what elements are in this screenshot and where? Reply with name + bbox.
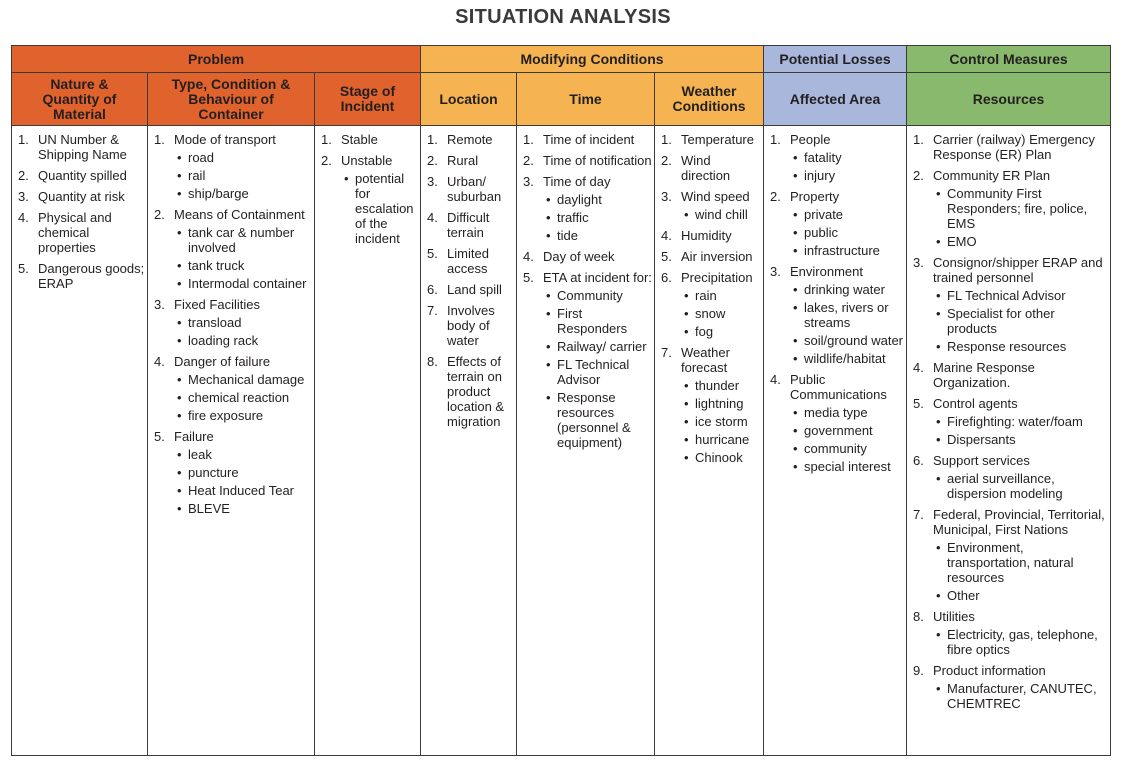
sub-list-item: • rain [681,288,761,303]
list-item [913,132,1108,162]
item-number: 2. [913,168,924,183]
sub-list-item: • fog [681,324,761,339]
item-text: People [790,132,831,147]
item-number: 5. [523,270,534,285]
item-number: 4. [770,372,781,387]
sub-list [681,378,761,465]
list-item [427,354,514,429]
item-text: ETA at incident for: [543,270,652,285]
sub-list [174,447,312,516]
list-item [321,132,418,147]
item-number: 1. [18,132,29,147]
sub-list [933,186,1108,249]
sub-list-item: • Chinook [681,450,761,465]
list-item [427,210,514,240]
item-text: Air inversion [681,249,753,264]
item-text: Day of week [543,249,615,264]
sub-list-item: • Electricity, gas, telephone, fibre optics [933,627,1108,657]
item-text: Physical and chemical properties [38,210,112,255]
page-title: SITUATION ANALYSIS [455,6,671,28]
sub-list-item: • potential for escalation of the incident [341,171,418,246]
sub-list-item: • Other [933,588,1108,603]
item-text: Dangerous goods; ERAP [38,261,145,291]
list-item [18,261,145,291]
list-item [913,396,1108,447]
situation-analysis-table [11,45,1111,756]
group-header-control-measures: Control Measures [907,46,1111,73]
item-text: Means of Containment [174,207,305,222]
list-item [523,132,652,147]
list-item [913,609,1108,657]
sub-list-item: • leak [174,447,312,462]
item-text: Temperature [681,132,754,147]
sub-list-item: • loading rack [174,333,312,348]
list-item [913,453,1108,501]
item-number: 4. [154,354,165,369]
sub-list-item: • public [790,225,904,240]
sub-list [681,288,761,339]
sub-list-item: • government [790,423,904,438]
sub-list-item: • road [174,150,312,165]
list-item [661,132,761,147]
item-number: 5. [154,429,165,444]
item-text: Consignor/shipper ERAP and trained personnel [933,255,1103,285]
list-item [913,360,1108,390]
item-text: Unstable [341,153,393,168]
sub-list-item: • Community First Responders; fire, police, EMS [933,186,1108,231]
item-text: Carrier (railway) Emergency Response (ER) Plan [933,132,1095,162]
item-number: 4. [427,210,438,225]
item-number: 4. [523,249,534,264]
sub-list [933,681,1108,711]
item-number: 6. [913,453,924,468]
sub-list-item: • Dispersants [933,432,1108,447]
sub-list-item: • soil/ground water [790,333,904,348]
item-number: 3. [523,174,534,189]
sub-list-item: • snow [681,306,761,321]
sub-list-item: • lightning [681,396,761,411]
item-number: 7. [913,507,924,522]
sub-list [933,288,1108,354]
list-item [427,303,514,348]
column-type [148,126,315,756]
sub-list-item: • Mechanical damage [174,372,312,387]
item-text: Precipitation [681,270,753,285]
item-number: 9. [913,663,924,678]
sub-list-item: • tide [543,228,652,243]
sub-list-item: • tank truck [174,258,312,273]
sub-list-item: • chemical reaction [174,390,312,405]
sub-list-item: • FL Technical Advisor [933,288,1108,303]
item-number: 2. [18,168,29,183]
column-resources [907,126,1111,756]
sub-list [790,405,904,474]
column-weather [655,126,764,756]
item-number: 1. [321,132,332,147]
list-item [154,297,312,348]
sub-list [543,192,652,243]
sub-list [933,627,1108,657]
item-number: 4. [661,228,672,243]
column-header-location: Location [421,73,517,126]
item-number: 5. [913,396,924,411]
list-item [661,345,761,465]
item-text: Property [790,189,840,204]
item-number: 1. [523,132,534,147]
list-item [523,249,652,264]
sub-list [174,225,312,291]
column-stage [315,126,421,756]
item-text: Time of incident [543,132,635,147]
column-header-weather: Weather Conditions [655,73,764,126]
item-text: Effects of terrain on product location & migration [447,354,505,429]
item-number: 5. [427,246,438,261]
item-text: Environment [790,264,863,279]
sub-list-item: • transload [174,315,312,330]
sub-list-item: • hurricane [681,432,761,447]
item-number: 1. [913,132,924,147]
item-text: Fixed Facilities [174,297,260,312]
item-text: Stable [341,132,378,147]
sub-list-item: • ice storm [681,414,761,429]
column-header-stage: Stage of Incident [315,73,421,126]
item-number: 3. [154,297,165,312]
item-text: Community ER Plan [933,168,1051,183]
item-number: 7. [661,345,672,360]
sub-list [341,171,418,246]
sub-list [174,150,312,201]
item-number: 2. [661,153,672,168]
item-number: 6. [427,282,438,297]
sub-list-item: • wildlife/habitat [790,351,904,366]
item-number: 1. [427,132,438,147]
item-number: 8. [427,354,438,369]
item-text: Public Communications [790,372,887,402]
sub-list [174,315,312,348]
sub-list [790,207,904,258]
group-header-problem: Problem [12,46,421,73]
item-number: 7. [427,303,438,318]
item-number: 5. [18,261,29,276]
sub-list-item: • tank car & number involved [174,225,312,255]
sub-list [681,207,761,222]
sub-list-item: • Specialist for other products [933,306,1108,336]
item-number: 2. [321,153,332,168]
item-number: 4. [18,210,29,225]
list-item [523,153,652,168]
sub-list-item: • traffic [543,210,652,225]
column-header-time: Time [517,73,655,126]
item-text: Failure [174,429,214,444]
sub-list-item: • infrastructure [790,243,904,258]
list-item [770,372,904,474]
item-text: Wind speed [681,189,750,204]
list-item [154,354,312,423]
column-header-nature: Nature & Quantity of Material [12,73,148,126]
column-location [421,126,517,756]
list-item [427,174,514,204]
column-header-affected-area: Affected Area [764,73,907,126]
item-text: Remote [447,132,493,147]
item-text: Product information [933,663,1046,678]
sub-list [933,414,1108,447]
item-number: 3. [913,255,924,270]
sub-list [933,540,1108,603]
sub-list-item: • puncture [174,465,312,480]
item-text: Difficult terrain [447,210,490,240]
sub-list-item: • special interest [790,459,904,474]
sub-list-item: • drinking water [790,282,904,297]
item-number: 6. [661,270,672,285]
item-text: Quantity at risk [38,189,125,204]
sub-list-item: • Response resources (personnel & equipment) [543,390,652,450]
sub-list-item: • aerial surveillance, dispersion modeling [933,471,1108,501]
item-number: 2. [523,153,534,168]
sub-list-item: • Firefighting: water/foam [933,414,1108,429]
item-number: 1. [770,132,781,147]
item-text: Federal, Provincial, Territorial, Municipal, First Nations [933,507,1105,537]
sub-list-item: • First Responders [543,306,652,336]
list-item [18,132,145,162]
list-item [770,264,904,366]
item-number: 1. [661,132,672,147]
item-text: Weather forecast [681,345,730,375]
list-item [154,429,312,516]
item-text: Utilities [933,609,975,624]
item-number: 3. [661,189,672,204]
list-item [427,153,514,168]
column-header-type: Type, Condition & Behaviour of Container [148,73,315,126]
item-text: Danger of failure [174,354,271,369]
item-text: Time of day [543,174,611,189]
list-item [18,189,145,204]
sub-list-item: • Railway/ carrier [543,339,652,354]
sub-list-item: • thunder [681,378,761,393]
group-header-modifying-conditions: Modifying Conditions [421,46,764,73]
item-number: 2. [154,207,165,222]
list-item [427,246,514,276]
item-text: Time of notification [543,153,652,168]
item-text: Control agents [933,396,1018,411]
sub-list-item: • Intermodal container [174,276,312,291]
sub-list-item: • rail [174,168,312,183]
item-number: 3. [770,264,781,279]
sub-list [174,372,312,423]
item-text: Humidity [681,228,732,243]
list-item [661,189,761,222]
list-item [154,132,312,201]
list-item [18,210,145,255]
list-item [770,189,904,258]
item-number: 1. [154,132,165,147]
list-item [523,174,652,243]
item-number: 5. [661,249,672,264]
column-header-resources: Resources [907,73,1111,126]
list-item [661,249,761,264]
item-number: 3. [427,174,438,189]
item-text: Marine Response Organization. [933,360,1035,390]
group-header-potential-losses: Potential Losses [764,46,907,73]
sub-list [790,282,904,366]
item-text: UN Number & Shipping Name [38,132,127,162]
list-item [427,282,514,297]
item-number: 3. [18,189,29,204]
list-item [661,270,761,339]
list-item [661,153,761,183]
sub-list-item: • private [790,207,904,222]
list-item [770,132,904,183]
column-nature [12,126,148,756]
list-item [913,507,1108,603]
sub-list-item: • wind chill [681,207,761,222]
sub-list-item: • Environment, transportation, natural resources [933,540,1108,585]
list-item [18,168,145,183]
item-number: 2. [770,189,781,204]
sub-list-item: • daylight [543,192,652,207]
sub-list-item: • BLEVE [174,501,312,516]
sub-list-item: • EMO [933,234,1108,249]
sub-list-item: • community [790,441,904,456]
sub-list-item: • fire exposure [174,408,312,423]
sub-list-item: • ship/barge [174,186,312,201]
item-number: 4. [913,360,924,375]
list-item [154,207,312,291]
list-item [523,270,652,450]
list-item [427,132,514,147]
column-affected-area [764,126,907,756]
item-text: Mode of transport [174,132,276,147]
item-text: Rural [447,153,479,168]
list-item [321,153,418,246]
sub-list-item: • injury [790,168,904,183]
sub-list-item: • Heat Induced Tear [174,483,312,498]
sub-list-item: • Manufacturer, CANUTEC, CHEMTREC [933,681,1108,711]
item-number: 8. [913,609,924,624]
sub-list-item: • FL Technical Advisor [543,357,652,387]
item-text: Urban/ suburban [447,174,502,204]
item-text: Quantity spilled [38,168,127,183]
item-text: Support services [933,453,1030,468]
sub-list [933,471,1108,501]
sub-list [543,288,652,450]
list-item [913,663,1108,711]
list-item [661,228,761,243]
item-text: Land spill [447,282,502,297]
list-item [913,168,1108,249]
item-text: Involves body of water [447,303,495,348]
sub-list-item: • fatality [790,150,904,165]
list-item [913,255,1108,354]
sub-list-item: • Response resources [933,339,1108,354]
item-number: 2. [427,153,438,168]
sub-list-item: • media type [790,405,904,420]
sub-list [790,150,904,183]
item-text: Wind direction [681,153,731,183]
sub-list-item: • lakes, rivers or streams [790,300,904,330]
column-time [517,126,655,756]
sub-list-item: • Community [543,288,652,303]
item-text: Limited access [447,246,489,276]
